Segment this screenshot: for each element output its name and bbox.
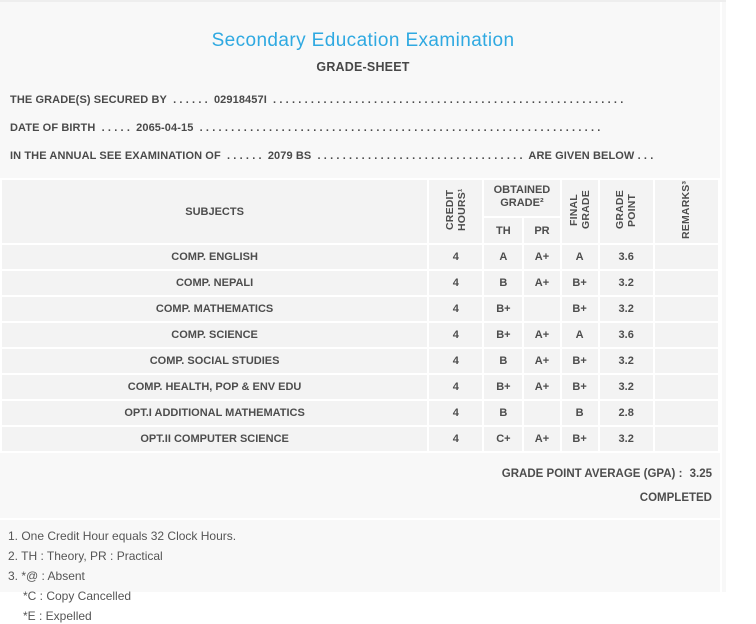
practical-grade-cell: A+	[524, 349, 559, 373]
credit-hours-cell: 4	[429, 401, 482, 425]
grade-point-cell: 3.2	[600, 297, 653, 321]
table-row	[2, 427, 718, 451]
practical-grade-cell: A+	[524, 427, 559, 451]
grades-table	[0, 178, 720, 453]
practical-grade-cell: A+	[524, 323, 559, 347]
symbol-number-value: 02918457I	[213, 94, 267, 106]
table-row	[2, 401, 718, 425]
grade-point-cell: 3.2	[600, 271, 653, 295]
credit-hours-cell: 4	[429, 375, 482, 399]
table-row	[2, 323, 718, 347]
footnote-credit-hours: 1. One Credit Hour equals 32 Clock Hours.	[8, 529, 237, 543]
final-grade-cell: B+	[562, 297, 598, 321]
practical-grade-cell	[524, 401, 559, 425]
dotted-fill: . . . . .	[101, 122, 130, 134]
examination-year-value: 2079 BS	[267, 150, 312, 162]
subject-cell: OPT.II COMPUTER SCIENCE	[2, 427, 427, 451]
remarks-cell	[655, 297, 718, 321]
dotted-fill: . . . . . . . . . . . . . . . . . . . . . . . . . . . . . . . . . . . . . . . . . . . . . . . . . . . . . . . . . . . . . . . .	[199, 122, 601, 134]
grade-point-cell: 3.2	[600, 375, 653, 399]
remarks-cell	[655, 375, 718, 399]
table-header-row	[2, 180, 718, 216]
theory-grade-cell: B	[484, 349, 522, 373]
column-header-final-grade: FINAL GRADE	[562, 180, 598, 243]
grade-point-cell: 2.8	[600, 401, 653, 425]
remarks-cell	[655, 401, 718, 425]
final-grade-cell: A	[562, 245, 598, 269]
status-badge: COMPLETED	[639, 492, 712, 504]
final-grade-cell: B+	[562, 349, 598, 373]
dotted-fill: . . . . . . . . . . . . . . . . . . . . . . . . . . . . . . . . . . . . . . . . . . . . . . . . . . . . . . . .	[273, 94, 624, 106]
result-summary	[0, 453, 720, 520]
secured-by-label: THE GRADE(S) SECURED BY	[10, 94, 167, 106]
examination-suffix: ARE GIVEN BELOW . . .	[528, 150, 654, 162]
dob-value: 2065-04-15	[136, 122, 194, 134]
column-header-obtained-grade: OBTAINED GRADE²	[484, 180, 559, 216]
final-grade-cell: B+	[562, 271, 598, 295]
subject-cell: COMP. MATHEMATICS	[2, 297, 427, 321]
table-row	[2, 297, 718, 321]
remarks-cell	[655, 323, 718, 347]
table-row	[2, 375, 718, 399]
theory-grade-cell: B	[484, 401, 522, 425]
practical-grade-cell: A+	[524, 245, 559, 269]
theory-grade-cell: C+	[484, 427, 522, 451]
grade-point-cell: 3.6	[600, 245, 653, 269]
column-header-grade-point: GRADE POINT	[600, 180, 653, 243]
table-row	[2, 271, 718, 295]
gradesheet-subtitle: GRADE-SHEET	[316, 60, 410, 74]
subject-cell: COMP. SOCIAL STUDIES	[2, 349, 427, 373]
footnote-absent: 3. *@ : Absent	[8, 569, 85, 583]
theory-grade-cell: B+	[484, 297, 522, 321]
remarks-cell	[655, 349, 718, 373]
credit-hours-cell: 4	[429, 349, 482, 373]
theory-grade-cell: B+	[484, 323, 522, 347]
theory-grade-cell: B	[484, 271, 522, 295]
credit-hours-cell: 4	[429, 323, 482, 347]
examination-label: IN THE ANNUAL SEE EXAMINATION OF	[10, 150, 221, 162]
table-row	[2, 349, 718, 373]
final-grade-cell: B+	[562, 375, 598, 399]
credit-hours-cell: 4	[429, 271, 482, 295]
column-header-remarks: REMARKS³	[655, 180, 718, 243]
table-row	[2, 245, 718, 269]
gpa-line	[0, 468, 712, 480]
candidate-info	[0, 94, 726, 162]
dotted-fill: . . . . . .	[226, 150, 262, 162]
grade-point-cell: 3.2	[600, 427, 653, 451]
subject-cell: COMP. HEALTH, POP & ENV EDU	[2, 375, 427, 399]
credit-hours-cell: 4	[429, 297, 482, 321]
footnotes	[0, 520, 726, 624]
footnote-copy-cancelled: *C : Copy Cancelled	[23, 589, 132, 603]
remarks-cell	[655, 427, 718, 451]
column-header-subjects: SUBJECTS	[2, 180, 427, 243]
final-grade-cell: A	[562, 323, 598, 347]
info-line-date-of-birth	[10, 122, 716, 134]
final-grade-cell: B	[562, 401, 598, 425]
subject-cell: COMP. SCIENCE	[2, 323, 427, 347]
dotted-fill: . . . . . .	[173, 94, 208, 106]
final-grade-cell: B+	[562, 427, 598, 451]
grade-point-cell: 3.6	[600, 323, 653, 347]
gpa-value: 3.25	[689, 468, 712, 480]
subject-cell: OPT.I ADDITIONAL MATHEMATICS	[2, 401, 427, 425]
credit-hours-cell: 4	[429, 427, 482, 451]
column-header-theory: TH	[484, 218, 522, 243]
practical-grade-cell: A+	[524, 375, 559, 399]
subject-cell: COMP. ENGLISH	[2, 245, 427, 269]
footnote-th-pr: 2. TH : Theory, PR : Practical	[8, 549, 163, 563]
footnote-expelled: *E : Expelled	[23, 609, 92, 623]
theory-grade-cell: B+	[484, 375, 522, 399]
practical-grade-cell: A+	[524, 271, 559, 295]
gpa-label: GRADE POINT AVERAGE (GPA) :	[501, 468, 683, 480]
column-header-credit-hours: CREDIT HOURS¹	[429, 180, 482, 243]
grade-point-cell: 3.2	[600, 349, 653, 373]
remarks-cell	[655, 245, 718, 269]
dob-label: DATE OF BIRTH	[10, 122, 96, 134]
page-title: Secondary Education Examination	[211, 30, 515, 51]
remarks-cell	[655, 271, 718, 295]
subject-cell: COMP. NEPALI	[2, 271, 427, 295]
info-line-secured-by	[10, 94, 716, 106]
column-header-practical: PR	[524, 218, 559, 243]
info-line-examination	[10, 150, 716, 162]
theory-grade-cell: A	[484, 245, 522, 269]
credit-hours-cell: 4	[429, 245, 482, 269]
practical-grade-cell	[524, 297, 559, 321]
dotted-fill: . . . . . . . . . . . . . . . . . . . . . . . . . . . . . . . . .	[317, 150, 523, 162]
